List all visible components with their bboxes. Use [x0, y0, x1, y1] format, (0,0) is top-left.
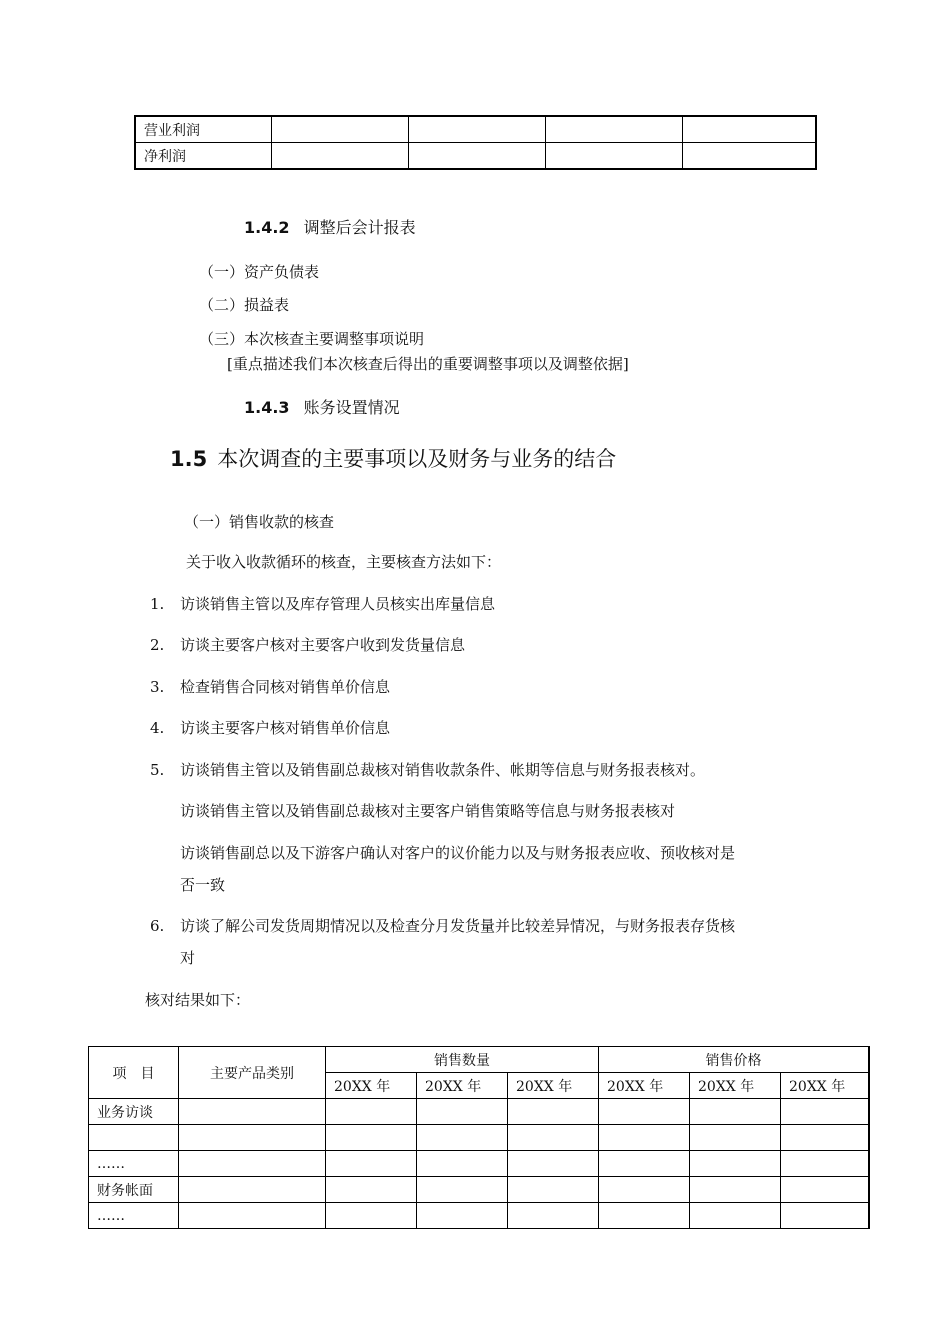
item-number: 4. [150, 719, 165, 737]
table-cell [781, 1177, 870, 1203]
table-row [89, 1151, 870, 1177]
header-sales-price: 销售价格 [599, 1047, 870, 1073]
table-cell [781, 1151, 870, 1177]
table-cell [545, 143, 682, 170]
table-cell [417, 1177, 508, 1203]
item-number: 5. [150, 761, 165, 779]
list-item-continuation: 对 [180, 949, 196, 967]
table-cell [690, 1151, 781, 1177]
paragraph-line: 访谈销售副总以及下游客户确认对客户的议价能力以及与财务报表应收、预收核对是 [180, 844, 736, 862]
item-text: 访谈了解公司发货周期情况以及检查分月发货量并比较差异情况，与财务报表存货核 [180, 917, 736, 935]
table-cell [690, 1177, 781, 1203]
year-header: 20XX 年 [417, 1073, 508, 1099]
statement-adjustments: （三）本次核查主要调整事项说明 [199, 330, 425, 348]
table-cell [271, 116, 408, 143]
table-cell [417, 1203, 508, 1229]
row-label: 业务访谈 [89, 1099, 179, 1125]
list-item [150, 717, 390, 738]
item-number: 6. [150, 917, 165, 935]
list-item [150, 759, 705, 780]
table-cell [690, 1203, 781, 1229]
table-cell [326, 1177, 417, 1203]
heading-text: 调整后会计报表 [303, 218, 416, 237]
item-number: 2. [150, 636, 165, 654]
table-row [89, 1099, 870, 1125]
heading-1-4-2 [244, 215, 416, 238]
table-cell [417, 1151, 508, 1177]
table-cell [271, 143, 408, 170]
statement-balance-sheet: （一）资产负债表 [199, 263, 320, 281]
row-label: 净利润 [135, 143, 271, 170]
table-row [135, 116, 816, 143]
table-cell [408, 116, 545, 143]
table-cell [682, 116, 816, 143]
item-text: 访谈主要客户核对销售单价信息 [180, 719, 391, 737]
heading-number: 1.4.2 [244, 218, 290, 237]
row-label: …… [89, 1203, 179, 1229]
table-cell [326, 1151, 417, 1177]
table-cell [508, 1177, 599, 1203]
table-row [89, 1125, 870, 1151]
item-number: 1. [150, 595, 165, 613]
list-item [150, 634, 465, 655]
heading-number: 1.4.3 [244, 398, 290, 417]
item-text: 访谈销售主管以及库存管理人员核实出库量信息 [180, 595, 496, 613]
header-category: 主要产品类别 [179, 1047, 326, 1099]
year-header: 20XX 年 [690, 1073, 781, 1099]
table-row [135, 143, 816, 170]
item-text: 访谈销售主管以及销售副总裁核对销售收款条件、帐期等信息与财务报表核对。 [180, 761, 706, 779]
table-cell [690, 1099, 781, 1125]
paragraph-line: 否一致 [180, 876, 226, 894]
year-header: 20XX 年 [326, 1073, 417, 1099]
adjustment-note: [重点描述我们本次核查后得出的重要调整事项以及调整依据] [227, 355, 629, 373]
table-cell [508, 1099, 599, 1125]
table-row [89, 1177, 870, 1203]
table-row [89, 1203, 870, 1229]
year-header: 20XX 年 [599, 1073, 690, 1099]
list-item [150, 915, 735, 936]
table-cell [781, 1203, 870, 1229]
table-cell [599, 1203, 690, 1229]
table-cell [179, 1151, 326, 1177]
intro-paragraph: 关于收入收款循环的核查，主要核查方法如下： [186, 553, 502, 571]
table-cell [179, 1177, 326, 1203]
paragraph-line: 访谈销售主管以及销售副总裁核对主要客户销售策略等信息与财务报表核对 [180, 802, 676, 820]
table-cell [408, 143, 545, 170]
sub-section-title: （一）销售收款的核查 [184, 513, 335, 531]
header-item: 项 目 [89, 1047, 179, 1099]
heading-1-4-3 [244, 395, 400, 418]
table-cell [690, 1125, 781, 1151]
item-text: 访谈主要客户核对主要客户收到发货量信息 [180, 636, 466, 654]
row-label [89, 1125, 179, 1151]
row-label: 营业利润 [135, 116, 271, 143]
table-cell [545, 116, 682, 143]
table-cell [508, 1125, 599, 1151]
table-cell [417, 1125, 508, 1151]
heading-number: 1.5 [170, 447, 208, 471]
table-cell [599, 1125, 690, 1151]
table-cell [179, 1203, 326, 1229]
table-cell [326, 1125, 417, 1151]
heading-1-5 [170, 443, 616, 473]
table-cell [508, 1151, 599, 1177]
heading-text: 本次调查的主要事项以及财务与业务的结合 [217, 447, 617, 471]
profit-table [134, 115, 817, 170]
result-intro: 核对结果如下： [145, 991, 251, 1009]
table-cell [179, 1125, 326, 1151]
table-cell [781, 1125, 870, 1151]
list-item [150, 676, 390, 697]
list-item [150, 593, 495, 614]
verification-table [88, 1046, 870, 1229]
header-sales-quantity: 销售数量 [326, 1047, 599, 1073]
item-number: 3. [150, 678, 165, 696]
year-header: 20XX 年 [781, 1073, 870, 1099]
table-cell [599, 1177, 690, 1203]
item-text: 检查销售合同核对销售单价信息 [180, 678, 391, 696]
year-header: 20XX 年 [508, 1073, 599, 1099]
heading-text: 账务设置情况 [303, 398, 400, 417]
header-row [89, 1047, 870, 1073]
row-label: …… [89, 1151, 179, 1177]
table-cell [326, 1203, 417, 1229]
table-cell [781, 1099, 870, 1125]
table-cell [508, 1203, 599, 1229]
table-cell [326, 1099, 417, 1125]
statement-income: （二）损益表 [199, 296, 290, 314]
table-cell [682, 143, 816, 170]
row-label: 财务帐面 [89, 1177, 179, 1203]
table-cell [417, 1099, 508, 1125]
table-cell [599, 1099, 690, 1125]
table-cell [179, 1099, 326, 1125]
table-cell [599, 1151, 690, 1177]
